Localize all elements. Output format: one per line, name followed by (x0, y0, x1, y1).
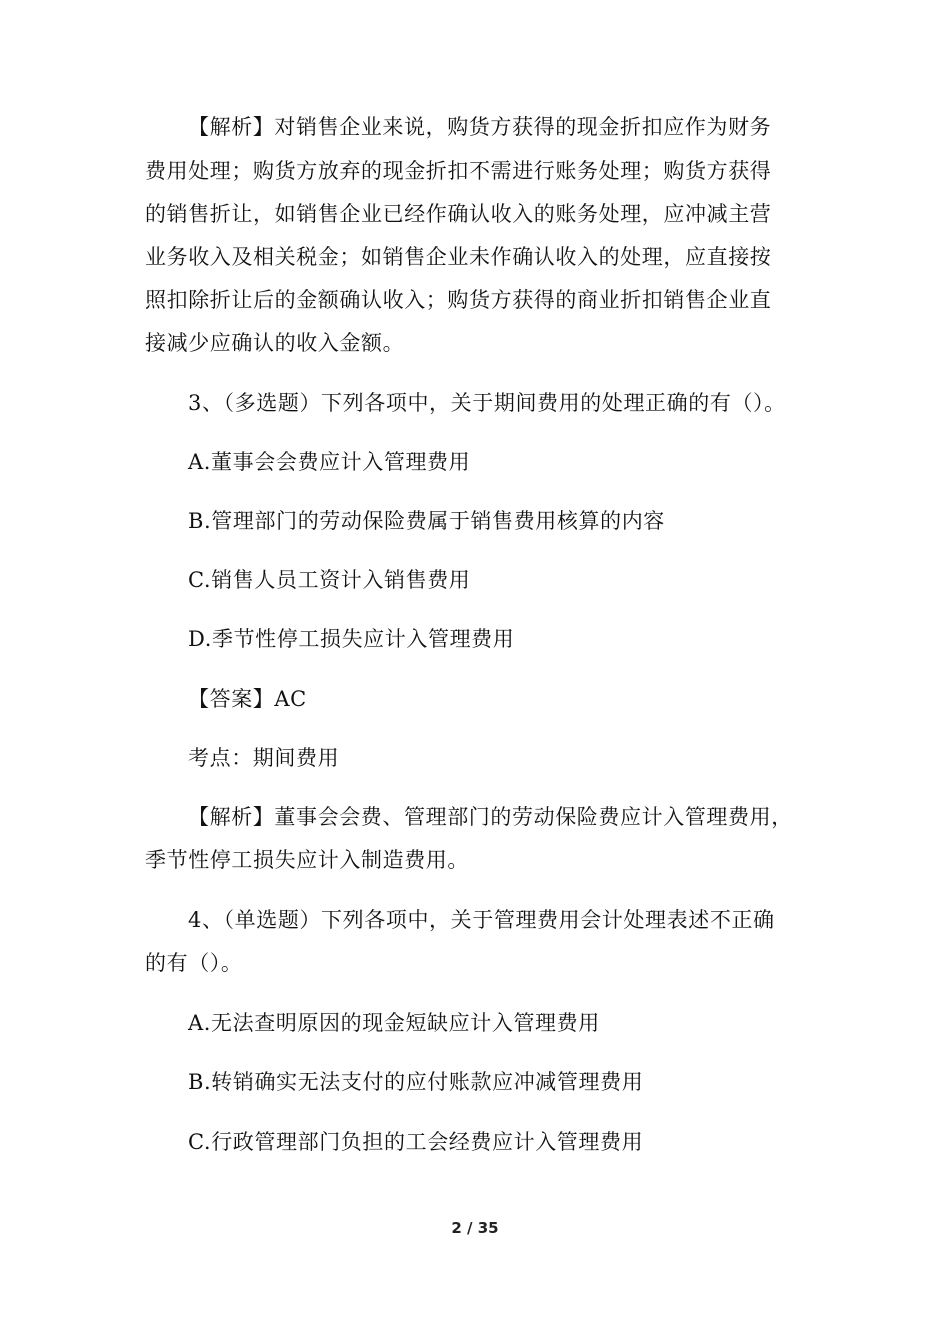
question-4-option-c: C.行政管理部门负担的工会经费应计入管理费用 (188, 1130, 644, 1154)
question-3-answer: 【答案】AC (188, 687, 307, 711)
question-3-point: 考点：期间费用 (188, 746, 340, 770)
page-number: 2 / 35 (451, 1219, 499, 1237)
analysis-text-line: 费用处理；购货方放弃的现金折扣不需进行账务处理；购货方获得 (145, 159, 772, 183)
question-4-stem-line: 4、（单选题）下列各项中，关于管理费用会计处理表述不正确 (188, 908, 775, 932)
question-4-stem-line: 的有（）。 (145, 951, 243, 975)
question-3-stem: 3、（多选题）下列各项中，关于期间费用的处理正确的有（）。 (188, 391, 786, 415)
question-3-option-c: C.销售人员工资计入销售费用 (188, 568, 471, 592)
analysis-text-line: 【解析】对销售企业来说，购货方获得的现金折扣应作为财务 (188, 115, 772, 139)
question-3-analysis-line: 季节性停工损失应计入制造费用。 (145, 848, 469, 872)
analysis-text-line: 业务收入及相关税金；如销售企业未作确认收入的处理，应直接按 (145, 245, 772, 269)
question-4-option-a: A.无法查明原因的现金短缺应计入管理费用 (188, 1011, 600, 1035)
question-3-option-a: A.董事会会费应计入管理费用 (188, 450, 471, 474)
analysis-text-line: 的销售折让，如销售企业已经作确认收入的账务处理，应冲减主营 (145, 202, 772, 226)
question-3-option-d: D.季节性停工损失应计入管理费用 (188, 627, 515, 651)
analysis-text-line: 接减少应确认的收入金额。 (145, 331, 405, 355)
question-3-analysis-line: 【解析】董事会会费、管理部门的劳动保险费应计入管理费用， (188, 805, 793, 829)
question-4-option-b: B.转销确实无法支付的应付账款应冲减管理费用 (188, 1070, 644, 1094)
analysis-text-line: 照扣除折让后的金额确认收入；购货方获得的商业折扣销售企业直 (145, 288, 772, 312)
question-3-option-b: B.管理部门的劳动保险费属于销售费用核算的内容 (188, 509, 665, 533)
